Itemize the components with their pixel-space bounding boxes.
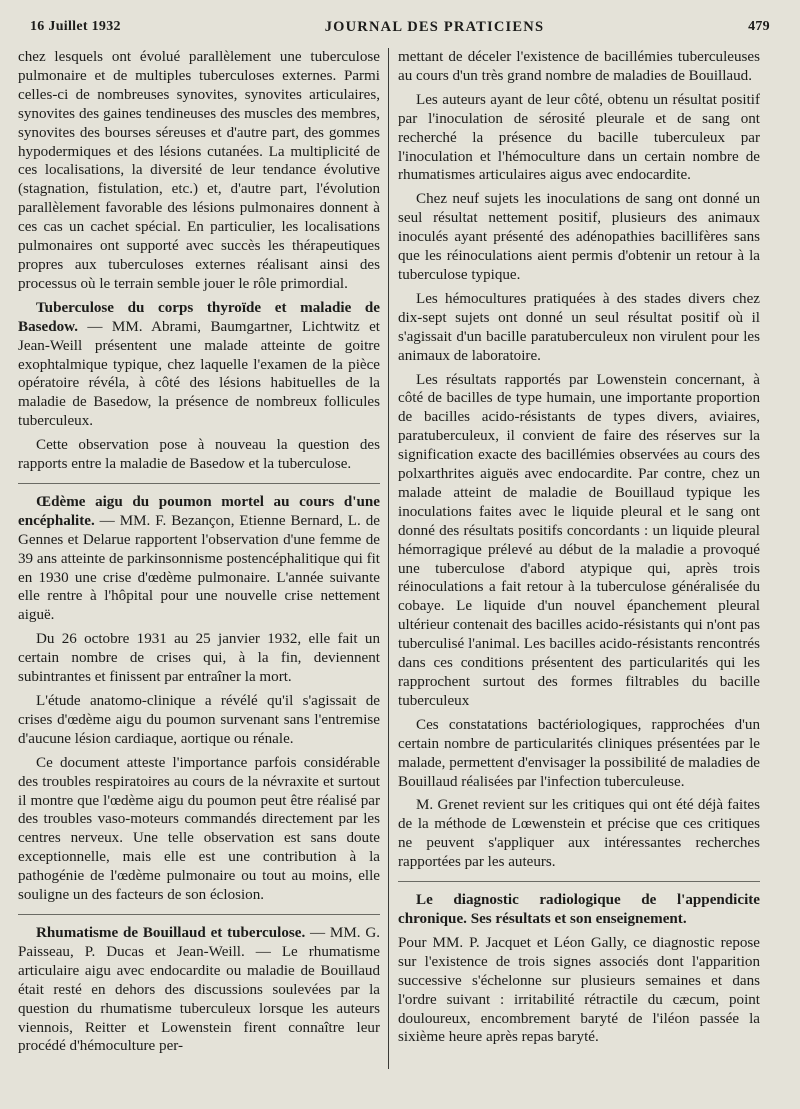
paragraph: Chez neuf sujets les inoculations de sang ont donné un seul résultat nettement positif, plusieurs des animaux inoculés ayant présenté des adénopathies bacillifères sans que les réinoculations aient permis d'obtenir un retour à la tuberculose typique. <box>398 191 760 283</box>
section-thyroid <box>18 299 380 431</box>
paragraph: Ce document atteste l'importance parfois considérable des troubles respiratoires au cours de la névraxite et surtout il montre que l'œdème aigu du poumon peut être réalisé par des troubles vaso-moteurs commandés directement par les centres nerveux. Une telle observation est sans doute exceptionnelle, mais elle est une contribution à la pathogénie de l'œdème pulmonaire ou tout au moins, elle souligne un des facteurs de son éclosion. <box>18 754 380 904</box>
paragraph: M. Grenet revient sur les critiques qui ont été déjà faites de la méthode de Lœwenstein et précise que ces critiques ne peuvent s'appliquer aux intéressantes recherches rapportées par les auteurs. <box>398 797 760 871</box>
section-heading: Tuberculose du corps thyroïde et maladie de Basedow. <box>18 299 380 335</box>
section-oedeme <box>18 493 380 625</box>
section-heading: Le diagnostic radiologique de l'appendicite chronique. Ses résultats et son enseignement. <box>398 892 760 927</box>
paragraph: mettant de déceler l'existence de bacillémies tuberculeuses au cours d'un très grand nombre de maladies de Bouillaud. <box>398 49 760 84</box>
journal-title: JOURNAL DES PRATICIENS <box>324 18 545 35</box>
issue-date: 16 Juillet 1932 <box>30 19 121 34</box>
section-heading: Œdème aigu du poumon mortel au cours d'une encéphalite. <box>18 493 380 529</box>
section-text: — MM. F. Bezançon, Etienne Bernard, L. de Gennes et Delarue rapportent l'observation d'une femme de 39 ans atteinte de parkinsonnisme postencéphalitique qui fit en 1930 une crise d'œdème pulmonaire. L'année suivante elle rentre à l'hôpital pour une nouvelle crise nettement aiguë. <box>18 512 380 624</box>
paragraph: Les résultats rapportés par Lowenstein concernant, à côté de bacilles de type humain, une importante proportion de bacilles acido-résistants de types divers, aviaires, paratuberculeux, il convient de faire des réserves sur la signification exacte des bacillémies observées au cours des polxarthrites aiguës avec endocardite. Par contre, chez un malade atteint de maladie de Bouillaud typique les inoculations faites avec le liquide pleural et le sang ont donné des résultats positifs concordants : un liquide pleural hémorragique prélevé au début de la maladie a provoqué une tuberculose d'abord atypique qui, après trois réinoculations a fait retour à la tuberculose généralisée du cobaye. Le liquide d'un nouvel épanchement pleural ultérieur contenait des bacilles acido-résistants qui n'ont pas tuberculisé l'animal. Les bacilles acido-résistants rencontrés dans ces conditions présentent des particularités qui les rapprochent surtout des formes filtrables du bacille tuberculeux <box>398 371 760 709</box>
paragraph: Les hémocultures pratiquées à des stades divers chez dix-sept sujets ont donné un seul résultat positif où il s'agissait d'un bacille paratuberculeux non virulent pour les animaux de laboratoire. <box>398 290 760 364</box>
section-text: — MM. G. Paisseau, P. Ducas et Jean-Weill. — Le rhumatisme articulaire aigu avec endocardite ou maladie de Bouillaud était resté en dehors des discussions soulevées par la question du rhumatisme tuberculeux lorsque les auteurs viennois, Reitter et Lowenstein firent connaître leur procédé d'hémoculture per- <box>18 924 380 1055</box>
paragraph: Du 26 octobre 1931 au 25 janvier 1932, elle fait un certain nombre de crises qui, à la fin, deviennent subintrantes et finissent par entraîner la mort. <box>18 631 380 686</box>
section-separator <box>18 914 380 915</box>
paragraph: L'étude anatomo-clinique a révélé qu'il s'agissait de crises d'œdème aigu du poumon survenant sans l'entremise d'aucune lésion cardiaque, aortique ou rénale. <box>18 693 380 747</box>
section-heading: Rhumatisme de Bouillaud et tuberculose. <box>36 924 306 941</box>
section-rhumatisme <box>18 924 380 1056</box>
column-divider <box>388 48 389 1069</box>
paragraph: chez lesquels ont évolué parallèlement une tuberculose pulmonaire et de multiples tuberculoses externes. Parmi celles-ci de nombreuses synovites, synovites articulaires, synovites des gaines tendineuses des muscles des membres, synovites des bourses séreuses et d'autre part, des gommes hypodermiques et des lésions cutanées. La multiplicité de ces localisations, la diversité de leur tendance évolutive (stagnation, fistulation, etc.) et, d'autre part, l'évolution parallèlement favorable des lésions pulmonaires donnent à ces cas un cachet spécial. En particulier, les localisations pulmonaires ont supporté avec succès les thérapeutiques propres aux tuberculoses externes réalisant ainsi des processus où le terrain semble jouer le rôle primordial. <box>18 49 380 292</box>
page-number: 479 <box>748 19 770 34</box>
page-header <box>30 14 770 40</box>
left-column <box>18 48 380 1069</box>
paragraph: Pour MM. P. Jacquet et Léon Gally, ce diagnostic repose sur l'existence de trois signes associés dont l'apparition successive s'échelonne sur plusieurs semaines et dans l'ordre suivant : irritabilité rétractile du cæcum, point douloureux, encombrement baryté de l'iléon passée la sixième heure après repas baryté. <box>398 934 760 1046</box>
section-separator <box>18 483 380 484</box>
section-text: — MM. Abrami, Baumgartner, Lichtwitz et Jean-Weill présentent une malade atteinte de goitre exophtalmique typique, chez laquelle l'examen de la pièce opératoire révéla, à côté des lésions habituelles de la maladie de Basedow, la présence de nombreux follicules tuberculeux. <box>18 318 380 430</box>
paragraph: Cette observation pose à nouveau la question des rapports entre la maladie de Basedow et la tuberculose. <box>18 437 380 473</box>
right-column <box>398 48 760 1069</box>
paragraph: Ces constatations bactériologiques, rapprochées d'un certain nombre de particularités cliniques présentées par le malade, permettent d'envisager la possibilité de maladies de Bouillaud réalisées par l'infection tuberculeuse. <box>398 716 760 790</box>
paragraph: Les auteurs ayant de leur côté, obtenu un résultat positif par l'inoculation de sérosité pleurale et de sang ont recherché la présence du bacille tuberculeux par l'inoculation et l'hémoculture dans un certain nombre de rhumatismes articulaires aigus avec endocardite. <box>398 91 760 184</box>
section-separator <box>398 881 760 882</box>
